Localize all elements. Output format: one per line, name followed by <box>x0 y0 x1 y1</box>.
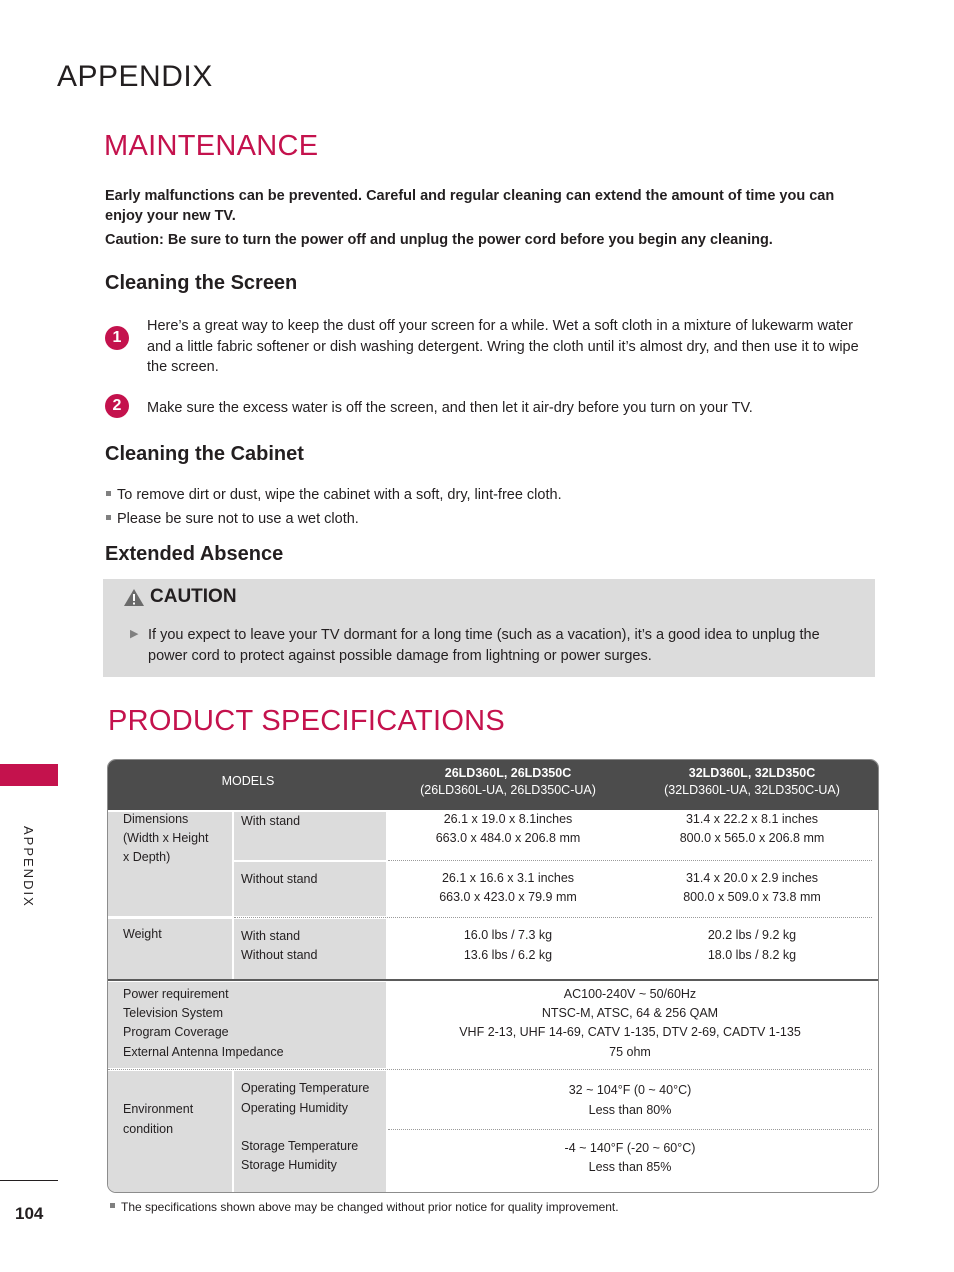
operating-temperature-label: Operating Temperature <box>241 1081 370 1095</box>
television-system-value: NTSC-M, ATSC, 64 & 256 QAM <box>541 1006 719 1020</box>
row-divider <box>234 917 872 918</box>
cleaning-cabinet-title: Cleaning the Cabinet <box>105 443 304 465</box>
cabinet-bullet-2 <box>106 511 359 527</box>
step-2-badge: 2 <box>105 394 129 418</box>
maintenance-intro: Early malfunctions can be prevented. Careful and regular cleaning can extend the amount of time you can enjoy your new TV. <box>105 188 835 224</box>
antenna-impedance-label: External Antenna Impedance <box>123 1045 284 1059</box>
side-divider <box>0 1180 58 1181</box>
maintenance-title: MAINTENANCE <box>104 130 319 162</box>
dimensions-label-3: x Depth) <box>123 850 171 864</box>
weight-b-with-stand: 20.2 lbs / 9.2 kg <box>707 928 797 942</box>
environment-label-2: condition <box>123 1122 174 1136</box>
step-1-text: Here’s a great way to keep the dust off your screen for a while. Wet a soft cloth in a mixture of lukewarm water and a little fabric softener or dish washing detergent. Wring the cloth until it’s almost dry, and then use it to wipe the screen. <box>147 318 859 375</box>
operating-humidity-label: Operating Humidity <box>241 1101 348 1115</box>
program-coverage-label: Program Coverage <box>123 1025 229 1039</box>
bullet-icon <box>106 515 111 520</box>
operating-temperature-value: 32 ~ 104°F (0 ~ 40°C) <box>568 1083 692 1097</box>
dim-with-stand-b-inches: 31.4 x 22.2 x 8.1 inches <box>685 812 819 826</box>
dimensions-label-2: (Width x Height <box>123 831 209 845</box>
dim-without-stand-label: Without stand <box>241 872 318 886</box>
dim-without-stand-a-inches: 26.1 x 16.6 x 3.1 inches <box>441 871 575 885</box>
model-a-header: 26LD360L, 26LD350C <box>444 766 572 780</box>
dim-with-stand-label: With stand <box>241 814 301 828</box>
power-requirement-label: Power requirement <box>123 987 229 1001</box>
dim-without-stand-a-mm: 663.0 x 423.0 x 79.9 mm <box>439 890 577 904</box>
bullet-text: Please be sure not to use a wet cloth. <box>117 511 359 527</box>
specifications-title: PRODUCT SPECIFICATIONS <box>108 705 506 737</box>
program-coverage-value: VHF 2-13, UHF 14-69, CATV 1-135, DTV 2-69, CADTV 1-135 <box>459 1025 801 1039</box>
bullet-text: To remove dirt or dust, wipe the cabinet with a soft, dry, lint-free cloth. <box>117 487 562 503</box>
dim-with-stand-b-mm: 800.0 x 565.0 x 206.8 mm <box>679 831 825 845</box>
storage-temperature-value: -4 ~ 140°F (-20 ~ 60°C) <box>564 1141 696 1155</box>
page-header: APPENDIX <box>57 60 213 93</box>
model-b-header: 32LD360L, 32LD350C <box>688 766 816 780</box>
weight-without-stand-label: Without stand <box>241 948 318 962</box>
section-divider <box>108 979 878 981</box>
maintenance-caution-line: Caution: Be sure to turn the power off and unplug the power cord before you begin any cleaning. <box>105 232 773 248</box>
model-a-subheader: (26LD360L-UA, 26LD350C-UA) <box>420 783 596 797</box>
specifications-table <box>107 759 879 1193</box>
weight-a-with-stand: 16.0 lbs / 7.3 kg <box>463 928 553 942</box>
storage-humidity-value: Less than 85% <box>588 1160 672 1174</box>
side-tab-marker <box>0 764 58 786</box>
dim-with-stand-a-inches: 26.1 x 19.0 x 8.1inches <box>443 812 573 826</box>
spec-footnote <box>110 1200 619 1214</box>
antenna-impedance-value: 75 ohm <box>609 1045 651 1059</box>
step-1-badge: 1 <box>105 326 129 350</box>
model-b-subheader: (32LD360L-UA, 32LD350C-UA) <box>664 783 840 797</box>
models-header: MODELS <box>221 774 275 788</box>
storage-humidity-label: Storage Humidity <box>241 1158 337 1172</box>
arrow-right-icon: ▶ <box>130 628 139 640</box>
television-system-label: Television System <box>123 1006 224 1020</box>
row-divider <box>108 1069 872 1070</box>
weight-with-stand-label: With stand <box>241 929 301 943</box>
weight-b-without-stand: 18.0 lbs / 8.2 kg <box>707 948 797 962</box>
row-divider <box>388 860 872 861</box>
weight-a-without-stand: 13.6 lbs / 6.2 kg <box>463 948 553 962</box>
caution-text: If you expect to leave your TV dormant for a long time (such as a vacation), it’s a good idea to unplug the power cord to protect against possible damage from lightning or power surges. <box>148 627 820 664</box>
weight-label: Weight <box>123 927 162 941</box>
operating-humidity-value: Less than 80% <box>588 1103 672 1117</box>
step-2-text: Make sure the excess water is off the screen, and then let it air-dry before you turn on your TV. <box>147 400 753 416</box>
bullet-icon <box>106 491 111 496</box>
environment-label: Environment <box>123 1102 194 1116</box>
extended-absence-title: Extended Absence <box>105 543 284 565</box>
table-header <box>108 760 878 810</box>
cabinet-bullet-1 <box>106 487 562 503</box>
cleaning-screen-title: Cleaning the Screen <box>105 272 298 294</box>
dim-without-stand-b-mm: 800.0 x 509.0 x 73.8 mm <box>683 890 821 904</box>
warning-icon <box>123 588 145 612</box>
power-requirement-value: AC100-240V ~ 50/60Hz <box>563 987 697 1001</box>
side-tab-label: APPENDIX <box>21 826 36 908</box>
dimensions-label: Dimensions <box>123 812 189 826</box>
page-number: 104 <box>15 1204 44 1223</box>
footnote-text: The specifications shown above may be changed without prior notice for quality improvement. <box>121 1200 619 1214</box>
dim-without-stand-b-inches: 31.4 x 20.0 x 2.9 inches <box>685 871 819 885</box>
caution-label: CAUTION <box>150 586 237 607</box>
storage-temperature-label: Storage Temperature <box>241 1139 359 1153</box>
dim-with-stand-a-mm: 663.0 x 484.0 x 206.8 mm <box>435 831 581 845</box>
row-divider <box>388 1129 872 1130</box>
bullet-icon <box>110 1203 115 1208</box>
